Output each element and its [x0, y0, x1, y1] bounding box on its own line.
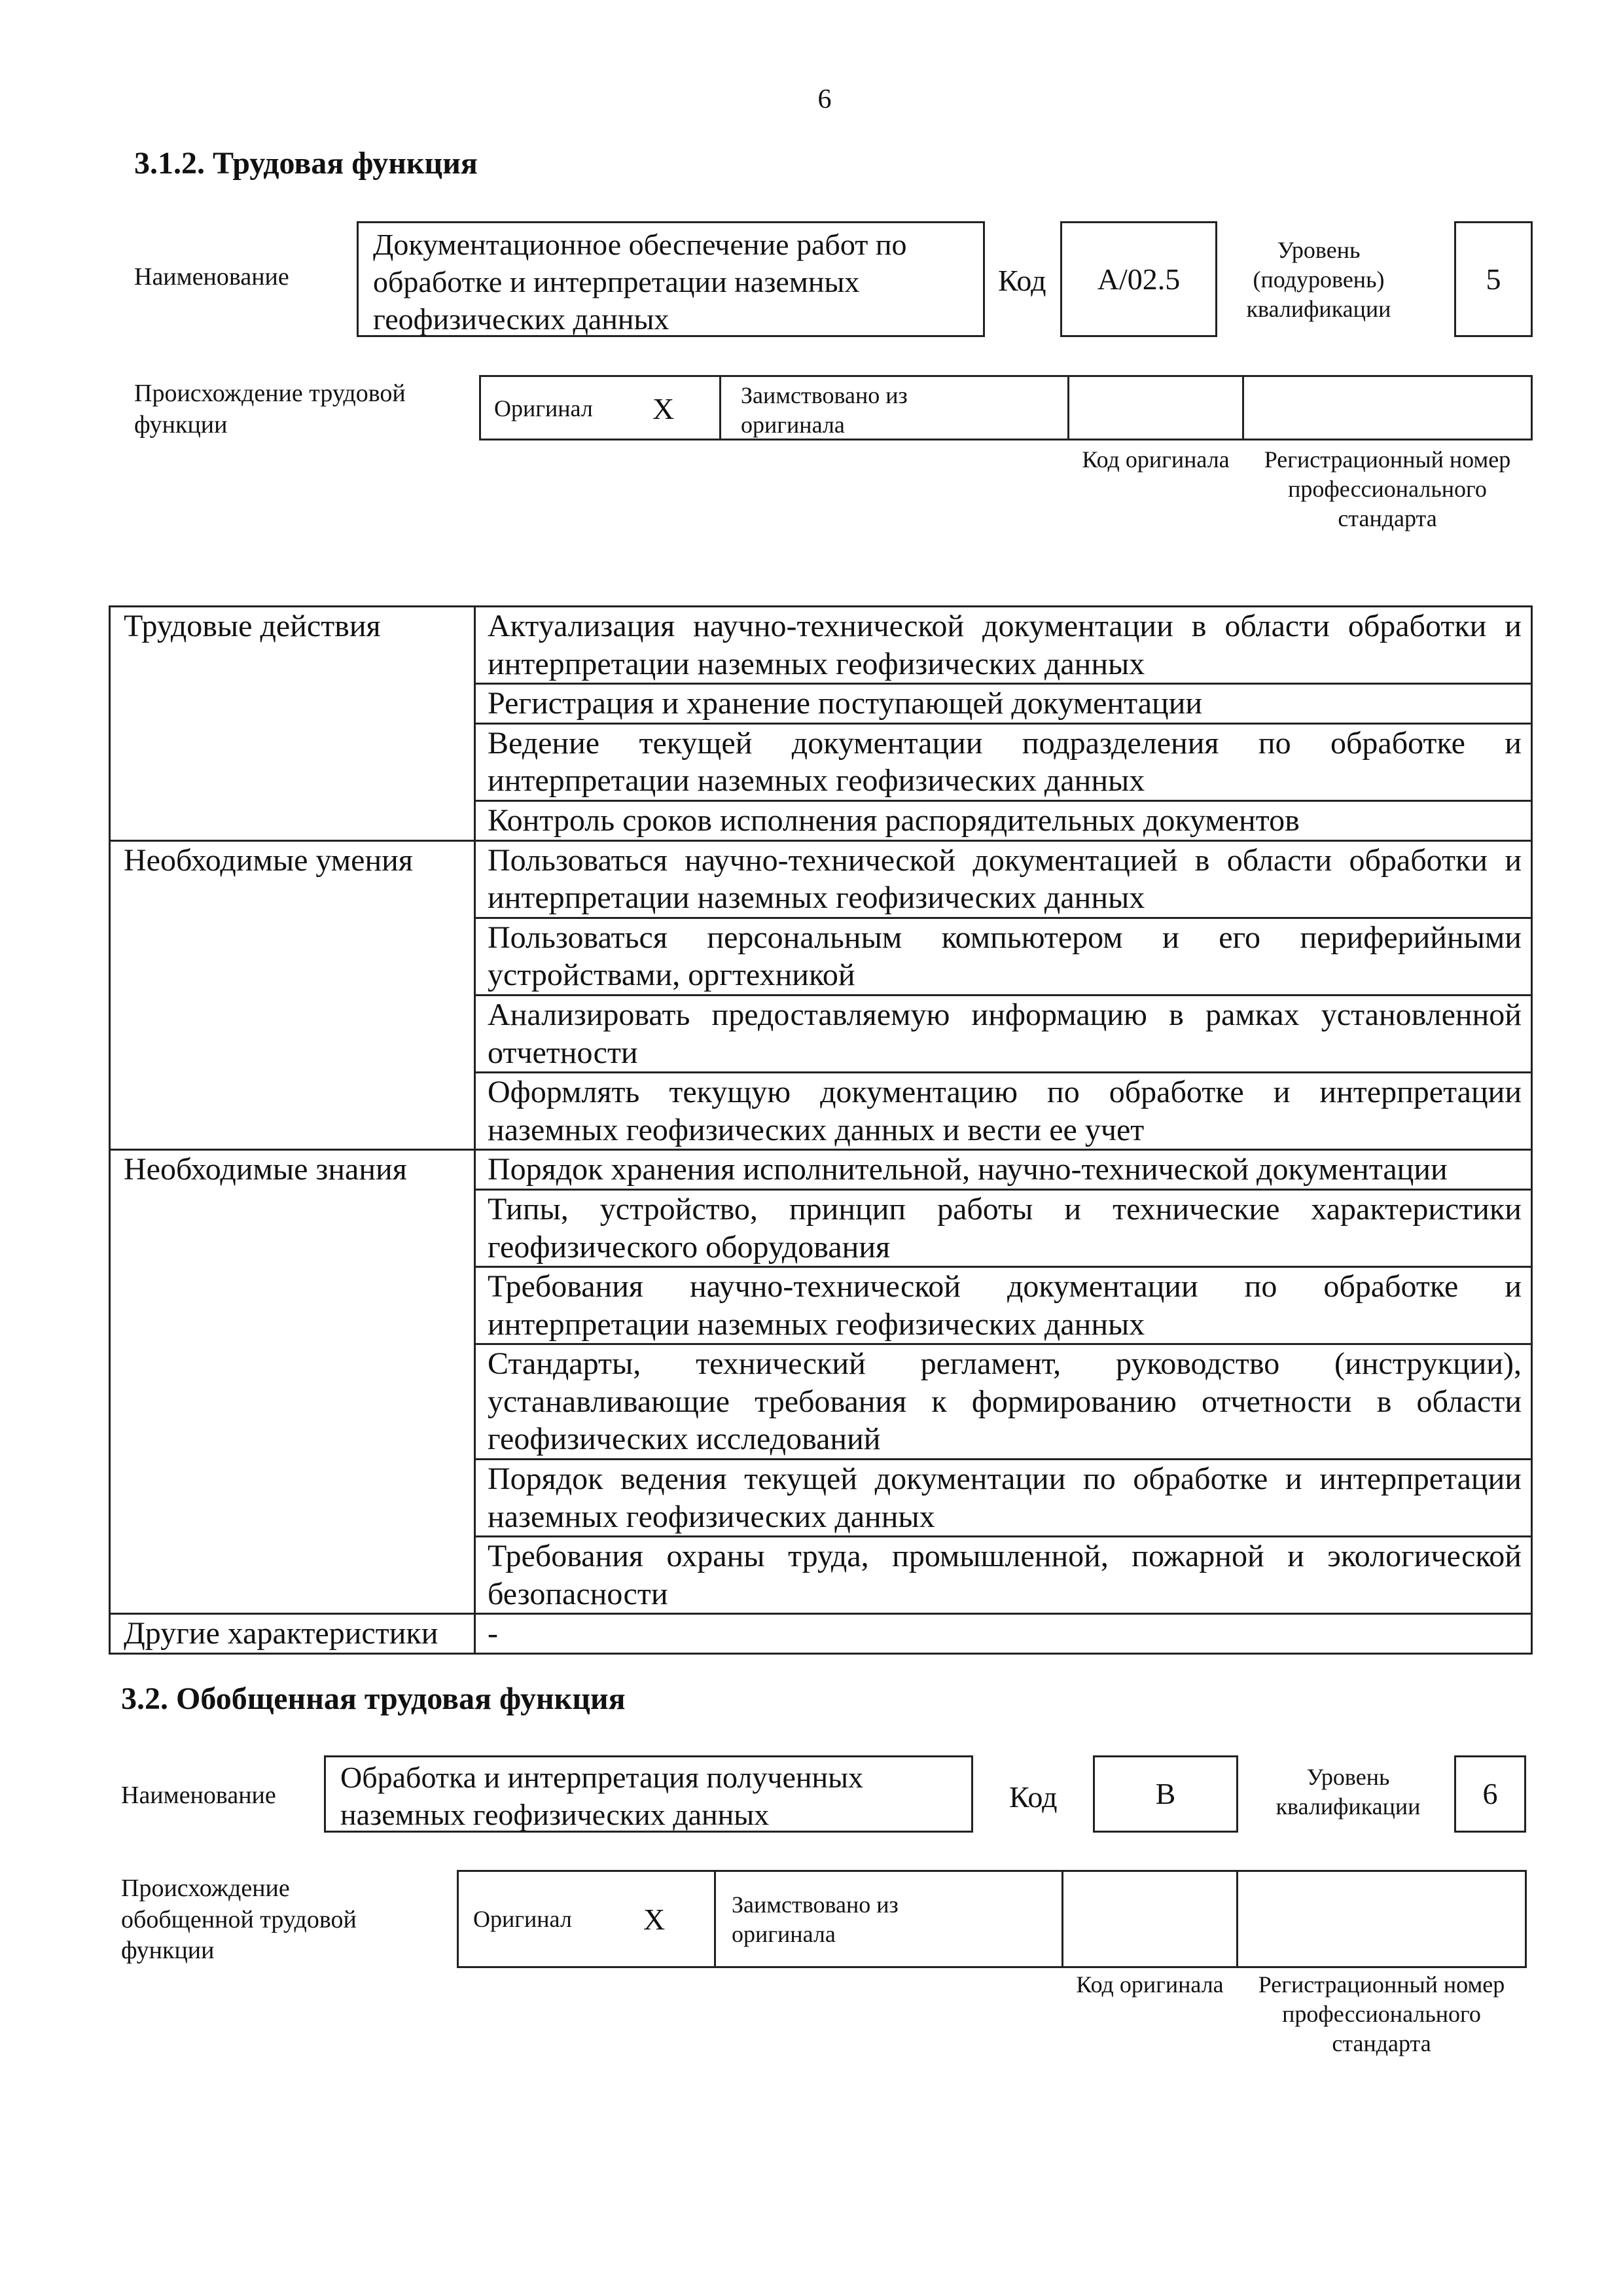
original-cell	[479, 375, 721, 440]
code-value-box	[1060, 221, 1217, 337]
level-label: Уровень (подуровень) квалификации	[1246, 237, 1391, 322]
row-item: Оформлять текущую документацию по обработке и интерпретации наземных геофизических данных и вести ее учет	[475, 1073, 1532, 1150]
code-value: A/02.5	[1097, 262, 1181, 296]
borrowed-cell-32	[714, 1870, 1063, 1968]
row-item: Порядок хранения исполнительной, научно-технической документации	[475, 1150, 1532, 1190]
row-item: Анализировать предоставляемую информацию в рамках установленной отчетности	[475, 995, 1532, 1072]
reg-number-caption: Регистрационный номер профессионального стандарта	[1264, 446, 1511, 531]
level-value: 5	[1486, 262, 1501, 296]
name-value-box	[357, 221, 985, 337]
code-value-32: B	[1155, 1777, 1176, 1811]
name-value: Документационное обеспечение работ по обработке и интерпретации наземных геофизических данных	[373, 228, 907, 336]
row-label: Необходимые знания	[110, 1150, 475, 1614]
code-label-32: Код	[1009, 1780, 1058, 1814]
original-mark: X	[652, 392, 675, 425]
row-item: -	[475, 1614, 1532, 1654]
row-item: Регистрация и хранение поступающей документации	[475, 684, 1532, 724]
row-label: Другие характеристики	[110, 1614, 475, 1654]
code-original-caption: Код оригинала	[1082, 446, 1230, 473]
section-heading-312: 3.1.2. Трудовая функция	[134, 146, 478, 181]
borrowed-cell	[719, 375, 1069, 440]
level-value-box-32	[1454, 1755, 1526, 1833]
code-original-cell-32	[1061, 1870, 1238, 1968]
borrowed-label-32: Заимствовано из оригинала	[732, 1892, 899, 1947]
section-heading-32: 3.2. Обобщенная трудовая функция	[121, 1681, 626, 1716]
level-label-32: Уровень квалификации	[1275, 1764, 1421, 1820]
row-item: Требования охраны труда, промышленной, пожарной и экологической безопасности	[475, 1537, 1532, 1614]
name-label-32: Наименование	[121, 1782, 276, 1809]
code-label: Код	[998, 264, 1046, 297]
table-row	[110, 840, 1532, 918]
function-table	[109, 605, 1533, 1655]
row-item: Ведение текущей документации подразделения по обработке и интерпретации наземных геофизических данных	[475, 723, 1532, 800]
reg-number-cell-32	[1236, 1870, 1527, 1968]
row-label: Необходимые умения	[110, 840, 475, 1150]
original-mark-32: X	[643, 1903, 666, 1936]
table-row	[110, 607, 1532, 684]
page-number: 6	[817, 84, 832, 115]
borrowed-label: Заимствовано из оригинала	[741, 382, 908, 438]
origin-label-32: Происхождение обобщенной трудовой функции	[121, 1874, 357, 1964]
row-label: Трудовые действия	[110, 607, 475, 841]
row-item: Актуализация научно-технической документации в области обработки и интерпретации наземных геофизических данных	[475, 607, 1532, 684]
table-row	[110, 1614, 1532, 1654]
original-label: Оригинал	[494, 395, 593, 422]
row-item: Требования научно-технической документации по обработке и интерпретации наземных геофизических данных	[475, 1267, 1532, 1344]
row-item: Пользоваться научно-технической документацией в области обработки и интерпретации наземных геофизических данных	[475, 840, 1532, 918]
name-value-box-32	[324, 1755, 973, 1833]
code-value-box-32	[1093, 1755, 1238, 1833]
original-label-32: Оригинал	[473, 1906, 572, 1932]
row-item: Порядок ведения текущей документации по обработке и интерпретации наземных геофизических данных	[475, 1460, 1532, 1537]
row-item: Пользоваться персональным компьютером и его периферийными устройствами, оргтехникой	[475, 918, 1532, 995]
code-original-caption-32: Код оригинала	[1076, 1971, 1224, 1998]
row-item: Стандарты, технический регламент, руководство (инструкции), устанавливающие требования к формированию отчетности в области геофизических исследований	[475, 1344, 1532, 1460]
level-value-32: 6	[1482, 1777, 1498, 1811]
name-label: Наименование	[134, 263, 289, 291]
code-original-cell	[1067, 375, 1244, 440]
name-value-32: Обработка и интерпретация полученных наземных геофизических данных	[340, 1761, 864, 1832]
reg-number-cell	[1242, 375, 1533, 440]
table-row	[110, 1150, 1532, 1190]
level-value-box	[1454, 221, 1533, 337]
original-cell-32	[457, 1870, 716, 1968]
origin-label: Происхождение трудовой функции	[134, 380, 406, 439]
row-item: Контроль сроков исполнения распорядительных документов	[475, 800, 1532, 840]
row-item: Типы, устройство, принцип работы и технические характеристики геофизического оборудования	[475, 1189, 1532, 1266]
reg-number-caption-32: Регистрационный номер профессионального стандарта	[1258, 1971, 1505, 2056]
